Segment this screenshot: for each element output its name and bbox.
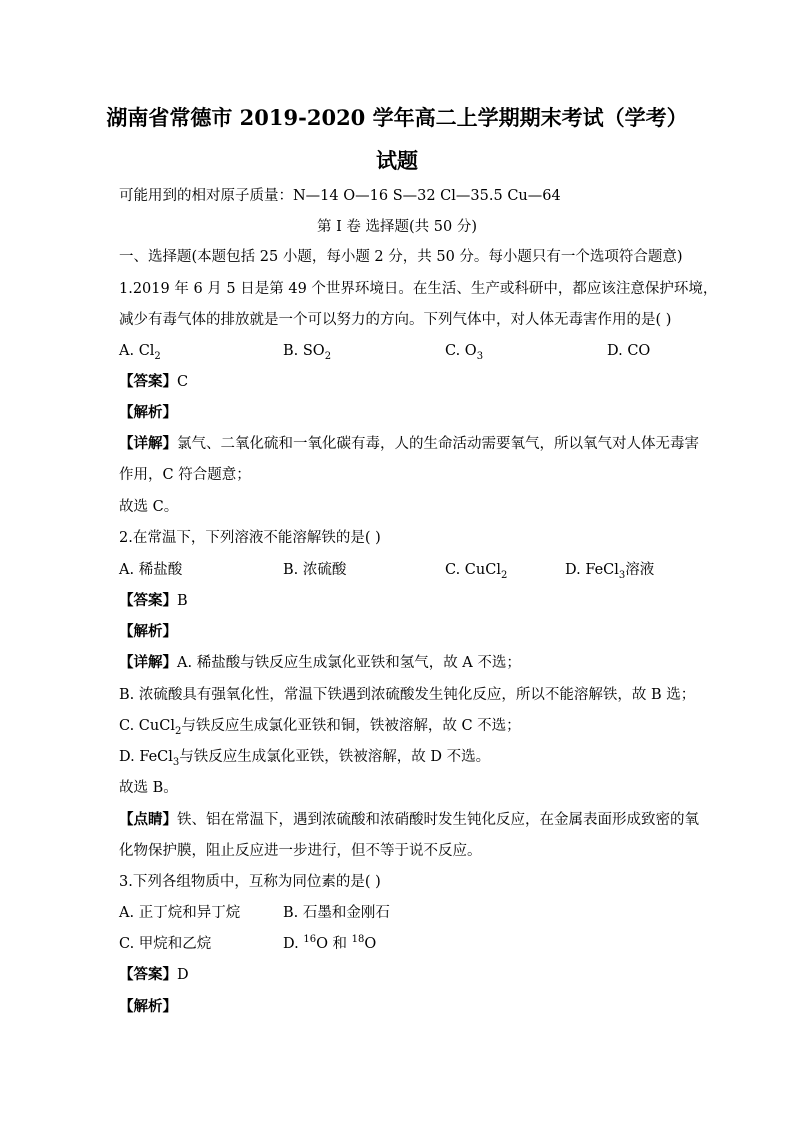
q1-answer: 【答案】C	[119, 373, 189, 390]
q2-option-b: B. 浓硫酸	[283, 562, 347, 578]
q3-option-c: C. 甲烷和乙烷	[119, 936, 212, 952]
q2-note-line1: 【点睛】铁、铝在常温下，遇到浓硫酸和浓硝酸时发生钝化反应，在金属表面形成致密的氧	[119, 811, 699, 828]
q2-detail-a: 【详解】A. 稀盐酸与铁反应生成氯化亚铁和氢气，故 A 不选；	[119, 654, 521, 671]
q1-analysis-label: 【解析】	[119, 404, 177, 421]
page-subtitle: 试题	[376, 148, 418, 173]
q1-option-b: B. $SO_2$	[283, 343, 332, 362]
page-title: 湖南省常德市 2019-2020 学年高二上学期期末考试（学考）	[106, 105, 688, 130]
q1-option-a: A. $Cl_2$	[119, 343, 161, 362]
q1-stem-line2: 减少有毒气体的排放就是一个可以努力的方向。下列气体中，对人体无毒害作用的是( )	[119, 312, 672, 328]
q1-detail-line2: 作用，C 符合题意；	[119, 467, 251, 483]
q2-option-c: C. CuCl$_2$	[445, 562, 508, 581]
q1-option-c: C. $O_3$	[445, 343, 484, 362]
q2-stem: 2.在常温下，下列溶液不能溶解铁的是( )	[119, 530, 381, 546]
q1-stem-line1: 1.2019 年 6 月 5 日是第 49 个世界环境日。在生活、生产或科研中，都应该注意保护环境，	[119, 281, 718, 297]
q3-option-d: D. $^{16}$O 和 $^{18}$O	[283, 934, 377, 952]
q3-option-b: B. 石墨和金刚石	[283, 905, 390, 921]
q2-detail-d: D. FeCl$_3$与铁反应生成氯化亚铁，铁被溶解，故 D 不选。	[119, 749, 491, 768]
q3-stem: 3.下列各组物质中，互称为同位素的是( )	[119, 874, 381, 890]
q2-detail-c: C. CuCl$_2$与铁反应生成氯化亚铁和铜，铁被溶解，故 C 不选；	[119, 718, 521, 737]
q1-option-d: D. CO	[607, 343, 651, 359]
q2-option-d: D. FeCl$_3$溶液	[565, 562, 655, 581]
q2-conclusion: 故选 B。	[119, 780, 178, 796]
volume-heading: 第 I 卷 选择题(共 50 分)	[316, 219, 478, 235]
q2-detail-b: B. 浓硫酸具有强氧化性，常温下铁遇到浓硫酸发生钝化反应，所以不能溶解铁，故 B 选；	[119, 687, 696, 703]
q2-analysis-label: 【解析】	[119, 623, 177, 640]
q3-answer: 【答案】D	[119, 966, 189, 983]
q3-analysis-label: 【解析】	[119, 998, 177, 1015]
q3-option-a: A. 正丁烷和异丁烷	[119, 905, 241, 921]
atomic-mass-line: 可能用到的相对原子质量：N—14 O—16 S—32 Cl—35.5 Cu—64	[119, 188, 561, 204]
q1-conclusion: 故选 C。	[119, 499, 179, 515]
q2-option-a: A. 稀盐酸	[119, 562, 183, 578]
q2-answer: 【答案】B	[119, 592, 188, 609]
q2-note-line2: 化物保护膜，阻止反应进一步进行，但不等于说不反应。	[119, 843, 482, 859]
section-heading: 一、选择题(本题包括 25 小题，每小题 2 分，共 50 分。每小题只有一个选项符合题意)	[119, 249, 683, 265]
q1-detail-line1: 【详解】氯气、二氧化硫和一氧化碳有毒，人的生命活动需要氧气，所以氧气对人体无毒害	[119, 435, 699, 452]
